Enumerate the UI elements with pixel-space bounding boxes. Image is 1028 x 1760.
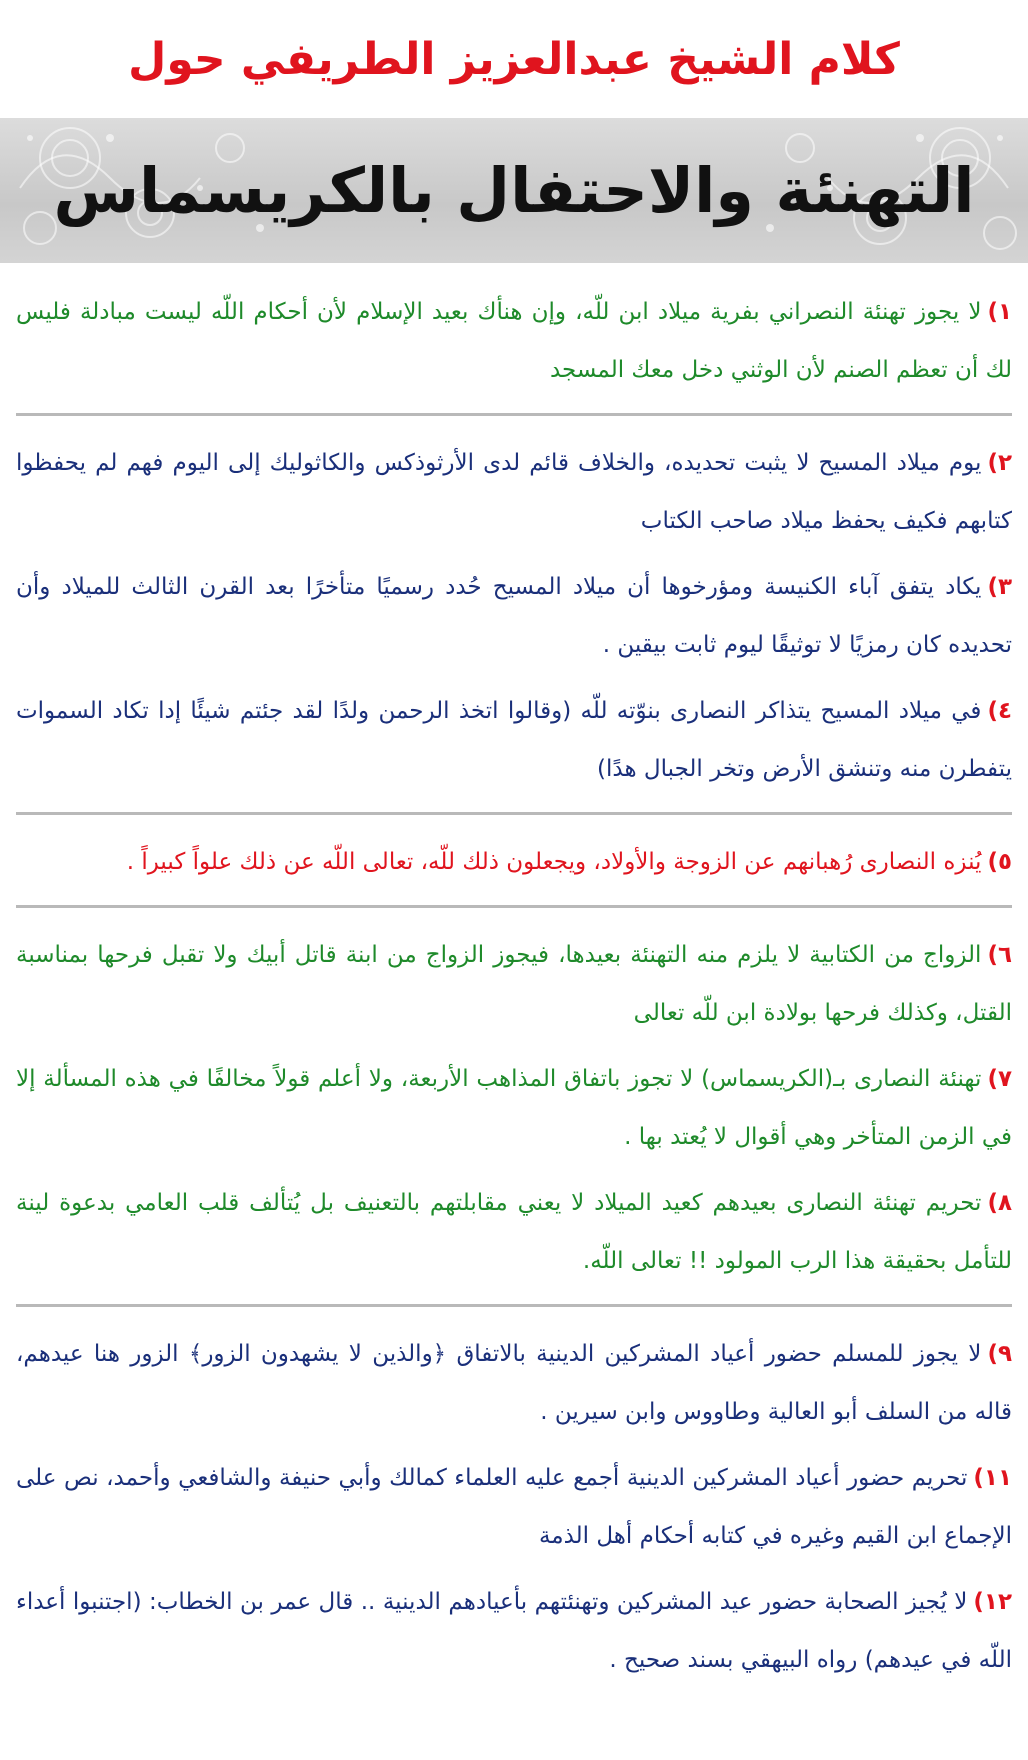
item-number: ٤): [987, 698, 1012, 724]
item-text: يُنزه النصارى رُهبانهم عن الزوجة والأولاد، ويجعلون ذلك للّه، تعالى اللّه عن ذلك علواً كبيراً .: [126, 849, 982, 875]
divider: [16, 812, 1012, 815]
section-1: [16, 283, 1012, 399]
item-number: ١٢): [973, 1589, 1012, 1615]
item-number: ٢): [987, 450, 1012, 476]
section-2: [16, 434, 1012, 798]
item-number: ١١): [973, 1465, 1012, 1491]
list-item: [16, 1174, 1012, 1290]
section-4: [16, 926, 1012, 1290]
banner-title: التهنئة والاحتفال بالكريسماس: [53, 154, 975, 227]
item-text: في ميلاد المسيح يتذاكر النصارى بنوّته للّه (وقالوا اتخذ الرحمن ولدًا لقد جئتم شيئًا إدا تكاد السموات يتفطرن منه وتنشق الأرض وتخر الجبال هدًا): [16, 698, 1012, 782]
divider: [16, 905, 1012, 908]
content: [0, 263, 1028, 1689]
item-text: الزواج من الكتابية لا يلزم منه التهنئة بعيدها، فيجوز الزواج من ابنة قاتل أبيك ولا تقبل فرحها بمناسبة القتل، وكذلك فرحها بولادة ابن للّه تعالى: [16, 942, 1012, 1026]
item-text: لا يجوز تهنئة النصراني بفرية ميلاد ابن للّه، وإن هنأك بعيد الإسلام لأن أحكام اللّه ليست مبادلة فليس لك أن تعظم الصنم لأن الوثني دخل معك المسجد: [16, 299, 1012, 383]
item-number: ٨): [987, 1190, 1012, 1216]
item-number: ٦): [987, 942, 1012, 968]
item-text: لا يجوز للمسلم حضور أعياد المشركين الدينية بالاتفاق ﴿والذين لا يشهدون الزور﴾ الزور هنا عيدهم، قاله من السلف أبو العالية وطاووس وابن سيرين .: [16, 1341, 1012, 1425]
list-item: [16, 926, 1012, 1042]
item-text: تهنئة النصارى بـ(الكريسماس) لا تجوز باتفاق المذاهب الأربعة، ولا أعلم قولاً مخالفًا في هذه المسألة إلا في الزمن المتأخر وهي أقوال لا يُعتد بها .: [16, 1066, 1012, 1150]
title-banner: [0, 118, 1028, 263]
list-item: [16, 283, 1012, 399]
item-text: يوم ميلاد المسيح لا يثبت تحديده، والخلاف قائم لدى الأرثوذكس والكاثوليك إلى اليوم فهم لم يحفظوا كتابهم فكيف يحفظ ميلاد صاحب الكتاب: [16, 450, 1012, 534]
item-text: تحريم حضور أعياد المشركين الدينية أجمع عليه العلماء كمالك وأبي حنيفة والشافعي وأحمد، نص على الإجماع ابن القيم وغيره في كتابه أحكام أهل الذمة: [16, 1465, 1012, 1549]
item-number: ٩): [987, 1341, 1012, 1367]
section-5: [16, 1325, 1012, 1689]
list-item: [16, 1050, 1012, 1166]
divider: [16, 1304, 1012, 1307]
item-text: تحريم تهنئة النصارى بعيدهم كعيد الميلاد لا يعني مقابلتهم بالتعنيف بل يُتألف قلب العامي بدعوة لينة للتأمل بحقيقة هذا الرب المولود !! تعالى اللّه.: [16, 1190, 1012, 1274]
list-item: [16, 1573, 1012, 1689]
item-text: يكاد يتفق آباء الكنيسة ومؤرخوها أن ميلاد المسيح حُدد رسميًا متأخرًا بعد القرن الثالث للميلاد وأن تحديده كان رمزيًا لا توثيقًا ليوم ثابت بيقين .: [16, 574, 1012, 658]
item-number: ٥): [987, 849, 1012, 875]
item-text: لا يُجيز الصحابة حضور عيد المشركين وتهنئتهم بأعيادهم الدينية .. قال عمر بن الخطاب: (اجتنبوا أعداء اللّه في عيدهم) رواه البيهقي بسند صحيح .: [16, 1589, 1012, 1673]
item-number: ٧): [987, 1066, 1012, 1092]
list-item: [16, 682, 1012, 798]
list-item: [16, 434, 1012, 550]
item-number: ٣): [987, 574, 1012, 600]
list-item: [16, 1325, 1012, 1441]
list-item: [16, 558, 1012, 674]
item-number: ١): [987, 299, 1012, 325]
divider: [16, 413, 1012, 416]
page-title: كلام الشيخ عبدالعزيز الطريفي حول: [128, 33, 900, 85]
section-3: [16, 833, 1012, 891]
list-item: [16, 833, 1012, 891]
list-item: [16, 1449, 1012, 1565]
